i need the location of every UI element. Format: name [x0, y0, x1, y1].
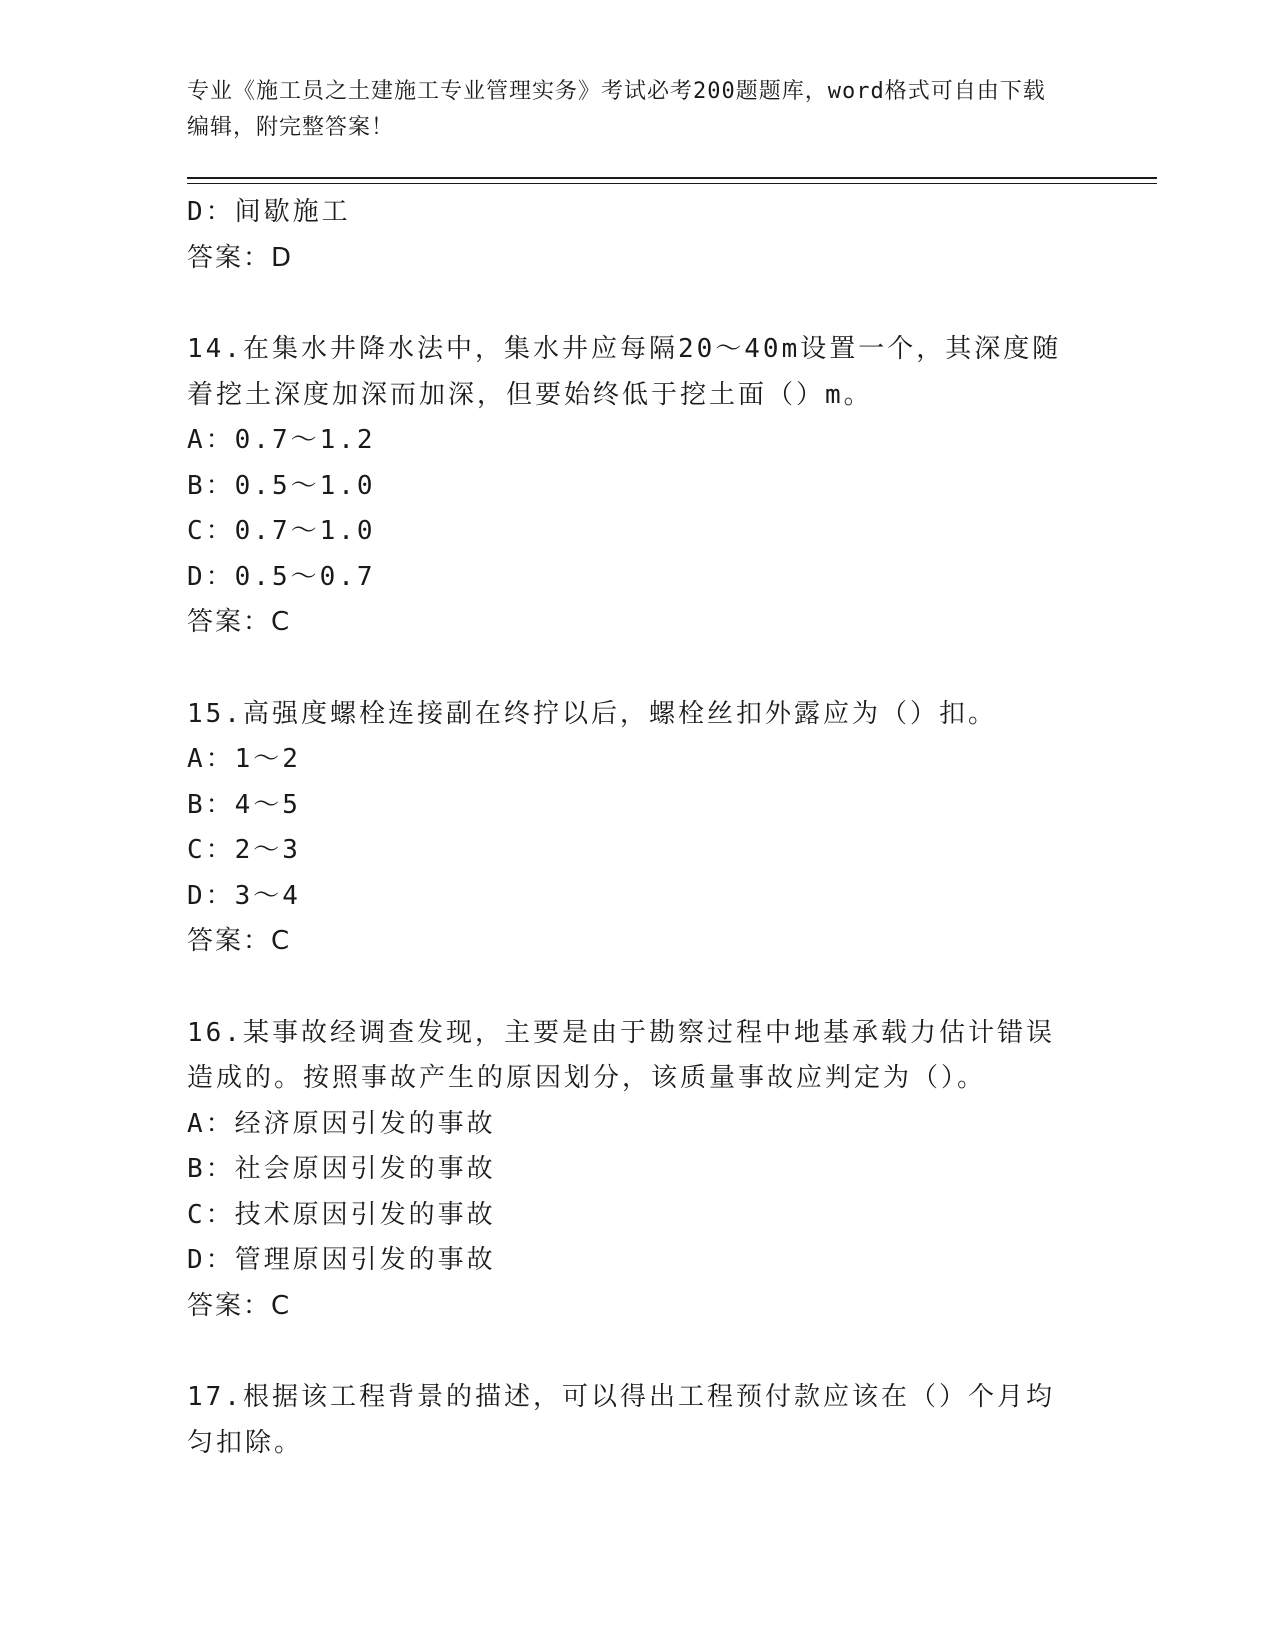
option-c: C：技术原因引发的事故	[187, 1199, 496, 1230]
question-stem: 16.某事故经调查发现，主要是由于勘察过程中地基承载力估计错误造成的。按照事故产生的原因划分，该质量事故应判定为（）。	[187, 1017, 1055, 1093]
question-stem: 15.高强度螺栓连接副在终拧以后，螺栓丝扣外露应为（）扣。	[187, 698, 997, 729]
answer: 答案：D	[187, 242, 294, 273]
question-17	[187, 1375, 1067, 1466]
question-16	[187, 1011, 1067, 1330]
option-a: A：0.7～1.2	[187, 425, 376, 455]
header-rule-thin	[187, 183, 1157, 184]
option-c: C：2～3	[187, 835, 301, 865]
document-header: 专业《施工员之土建施工专业管理实务》考试必考200题题库，word格式可自由下载编辑，附完整答案！	[187, 79, 1046, 140]
option-d: D：0.5～0.7	[187, 561, 376, 592]
answer: 答案：C	[187, 926, 292, 956]
header-rule-thick	[187, 177, 1157, 179]
question-14	[187, 327, 1067, 646]
question-stem: 17.根据该工程背景的描述，可以得出工程预付款应该在（）个月均匀扣除。	[187, 1382, 1055, 1458]
option-a: A：1～2	[187, 744, 301, 774]
option-b: B：0.5～1.0	[187, 470, 376, 501]
option-d: D：间歇施工	[187, 197, 351, 227]
answer: 答案：C	[187, 1290, 292, 1321]
option-c: C：0.7～1.0	[187, 516, 376, 546]
question-stem: 14.在集水井降水法中，集水井应每隔20～40m设置一个，其深度随着挖土深度加深而加深，但要始终低于挖土面（）m。	[187, 334, 1062, 410]
document-body	[187, 190, 1067, 1466]
option-b: B：4～5	[187, 789, 301, 820]
question-15	[187, 692, 1067, 965]
option-d: D：3～4	[187, 880, 301, 911]
option-a: A：经济原因引发的事故	[187, 1108, 496, 1139]
option-b: B：社会原因引发的事故	[187, 1154, 496, 1184]
answer: 答案：C	[187, 607, 292, 637]
option-d: D：管理原因引发的事故	[187, 1245, 496, 1275]
